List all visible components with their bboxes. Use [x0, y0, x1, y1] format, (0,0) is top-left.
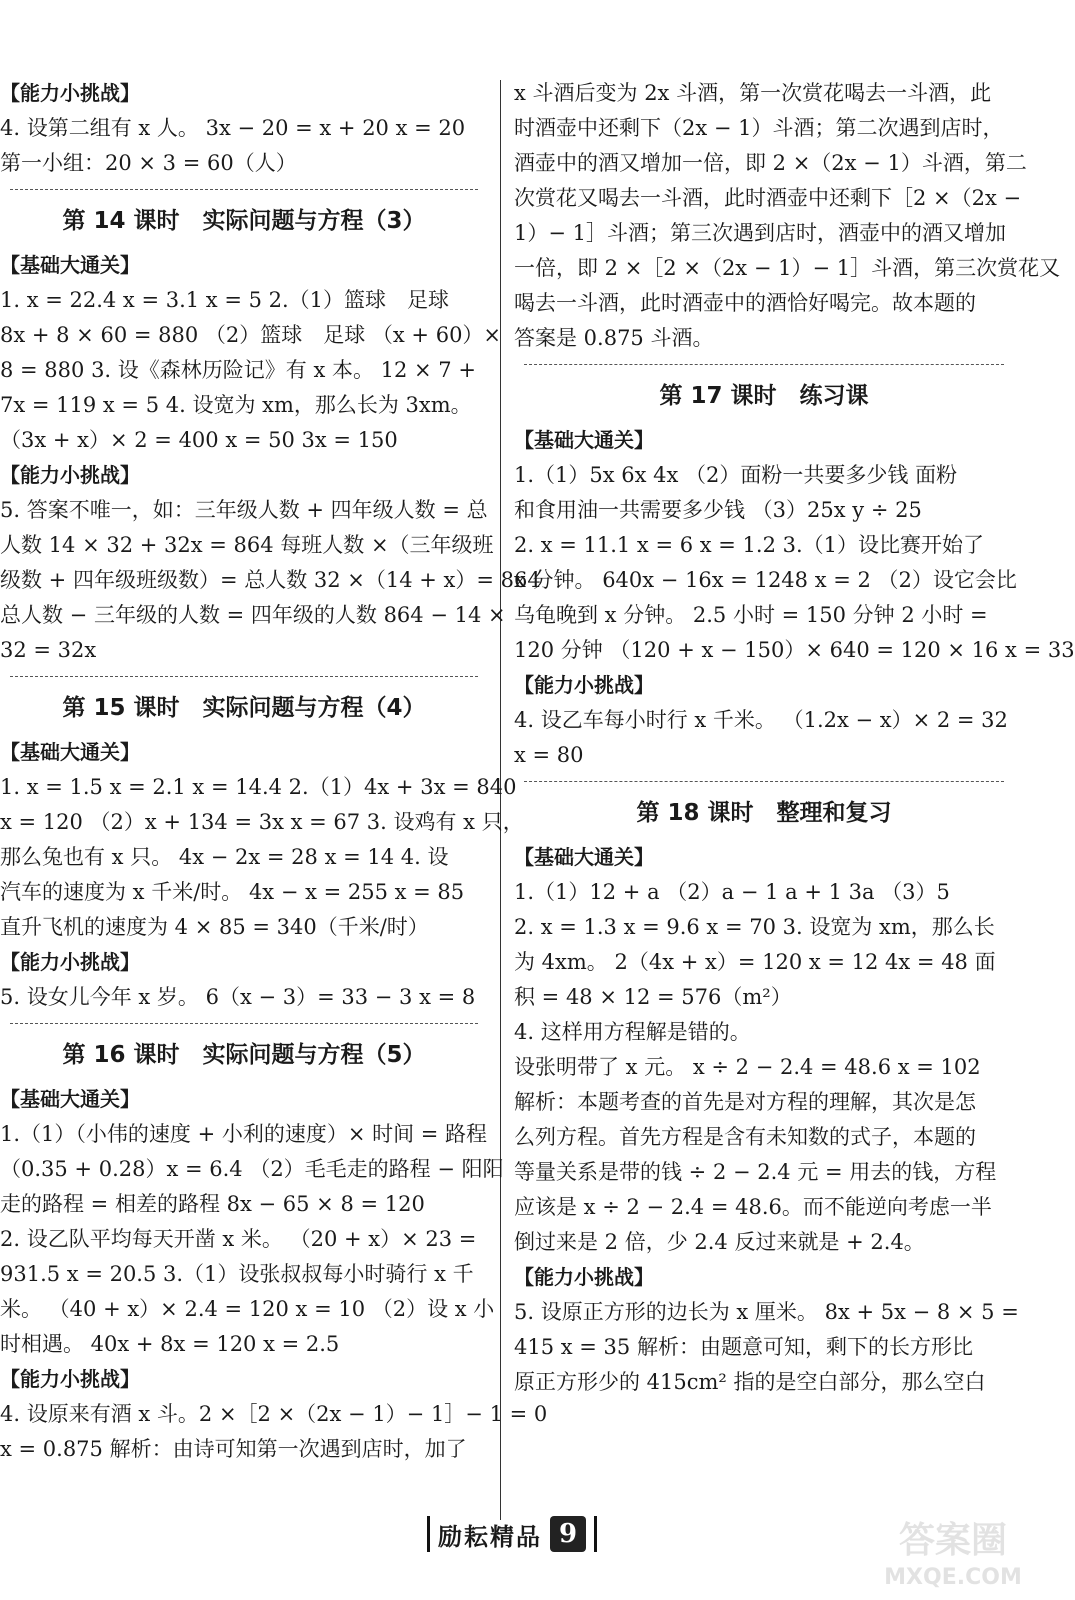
answer-line: 为 4xm。 2（4x + x）= 120 x = 12 4x = 48 面 — [514, 950, 996, 974]
section-label: 【基础大通关】 — [514, 428, 654, 452]
answer-line: 直升飞机的速度为 4 × 85 = 340（千米/时） — [0, 915, 429, 939]
dashed-divider — [524, 781, 1004, 782]
lesson-heading: 第 15 课时 实际问题与方程（4） — [62, 695, 426, 721]
answer-line: 总人数 − 三年级的人数 = 四年级的人数 864 − 14 × — [0, 603, 506, 627]
answer-line: x 分钟。 640x − 16x = 1248 x = 2 （2）设它会比 — [514, 568, 1017, 592]
watermark-url: MXQE.COM — [884, 1565, 1022, 1590]
answer-line: 32 = 32x — [0, 638, 97, 662]
section-label: 【能力小挑战】 — [514, 673, 654, 697]
answer-line: 1.（1）5x 6x 4x （2）面粉一共要多少钱 面粉 — [514, 463, 958, 487]
footer-brand: 励耘精品 — [438, 1522, 542, 1551]
answer-line: （3x + x）× 2 = 400 x = 50 3x = 150 — [0, 428, 398, 452]
answer-line: x 斗酒后变为 2x 斗酒，第一次赏花喝去一斗酒，此 — [514, 81, 992, 105]
section-label: 【基础大通关】 — [0, 740, 140, 764]
answer-line: 7x = 119 x = 5 4. 设宽为 xm，那么长为 3xm。 — [0, 393, 472, 417]
answer-line: x = 80 — [514, 743, 584, 767]
lesson-heading: 第 14 课时 实际问题与方程（3） — [62, 208, 426, 234]
answer-line: 4. 设第二组有 x 人。 3x − 20 = x + 20 x = 20 — [0, 116, 466, 140]
left-column — [0, 76, 548, 1467]
section-label: 【能力小挑战】 — [0, 81, 140, 105]
answer-line: 5. 设女儿今年 x 岁。 6（x − 3）= 33 − 3 x = 8 — [0, 985, 476, 1009]
section-label: 【基础大通关】 — [514, 845, 654, 869]
dashed-divider — [10, 189, 478, 190]
answer-line: 乌龟晚到 x 分钟。 2.5 小时 = 150 分钟 2 小时 = — [514, 603, 988, 627]
lesson-heading: 第 18 课时 整理和复习 — [636, 800, 892, 826]
answer-line: 等量关系是带的钱 ÷ 2 − 2.4 元 = 用去的钱，方程 — [514, 1160, 997, 1184]
answer-line: 4. 设乙车每小时行 x 千米。 （1.2x − x）× 2 = 32 — [514, 708, 1008, 732]
answer-line: 和食用油一共需要多少钱 （3）25x y ÷ 25 — [514, 498, 922, 522]
section-label: 【能力小挑战】 — [0, 1367, 140, 1391]
dashed-divider — [10, 1023, 478, 1024]
section-label: 【基础大通关】 — [0, 1087, 140, 1111]
column-divider — [500, 80, 501, 1520]
answer-line: 2. x = 11.1 x = 6 x = 1.2 3.（1）设比赛开始了 — [514, 533, 985, 557]
lesson-heading: 第 16 课时 实际问题与方程（5） — [62, 1042, 426, 1068]
answer-line: 应该是 x ÷ 2 − 2.4 = 48.6。而不能逆向考虑一半 — [514, 1195, 992, 1219]
answer-line: 解析：本题考查的首先是对方程的理解，其次是怎 — [514, 1090, 976, 1114]
footer-bar-left — [427, 1516, 430, 1552]
answer-line: 汽车的速度为 x 千米/时。 4x − x = 255 x = 85 — [0, 880, 465, 904]
answer-line: 1. x = 22.4 x = 3.1 x = 5 2.（1）篮球 足球 — [0, 288, 450, 312]
lesson-heading: 第 17 课时 练习课 — [659, 383, 869, 409]
answer-line: 那么兔也有 x 只。 4x − 2x = 28 x = 14 4. 设 — [0, 845, 449, 869]
answer-line: x = 120 （2）x + 134 = 3x x = 67 3. 设鸡有 x 只， — [0, 810, 524, 834]
answer-line: 8 = 880 3. 设《森林历险记》有 x 本。 12 × 7 + — [0, 358, 476, 382]
watermark-logo — [868, 1512, 1038, 1592]
answer-line: 4. 设原来有酒 x 斗。2 ×［2 ×（2x − 1）− 1］− 1 = 0 — [0, 1402, 548, 1426]
answer-line: 120 分钟 （120 + x − 150）× 640 = 120 × 16 x = 33 — [514, 638, 1075, 662]
page-footer — [392, 1512, 632, 1556]
answer-line: 2. x = 1.3 x = 9.6 x = 70 3. 设宽为 xm，那么长 — [514, 915, 995, 939]
answer-line: 5. 答案不唯一，如：三年级人数 + 四年级人数 = 总 — [0, 498, 488, 522]
section-label: 【能力小挑战】 — [514, 1265, 654, 1289]
answer-line: 酒壶中的酒又增加一倍，即 2 ×（2x − 1）斗酒，第二 — [514, 151, 1027, 175]
answer-line: x = 0.875 解析：由诗可知第一次遇到店时，加了 — [0, 1437, 467, 1461]
answer-line: 1.（1）12 + a （2）a − 1 a + 1 3a （3）5 — [514, 880, 950, 904]
answer-line: 5. 设原正方形的边长为 x 厘米。 8x + 5x − 8 × 5 = — [514, 1300, 1019, 1324]
answer-line: 倒过来是 2 倍，少 2.4 反过来就是 + 2.4。 — [514, 1230, 925, 1254]
answer-line: 级数 + 四年级班级数）= 总人数 32 ×（14 + x）= 864 — [0, 568, 541, 592]
answer-line: 米。 （40 + x）× 2.4 = 120 x = 10 （2）设 x 小 — [0, 1297, 495, 1321]
watermark-text: 答案圈 — [898, 1520, 1008, 1561]
answer-line: 设张明带了 x 元。 x ÷ 2 − 2.4 = 48.6 x = 102 — [514, 1055, 981, 1079]
answer-line: 原正方形少的 415cm² 指的是空白部分，那么空白 — [514, 1370, 986, 1394]
answer-line: 4. 这样用方程解是错的。 — [514, 1020, 751, 1044]
answer-line: 8x + 8 × 60 = 880 （2）篮球 足球 （x + 60）× — [0, 323, 502, 347]
answer-line: 走的路程 = 相差的路程 8x − 65 × 8 = 120 — [0, 1192, 425, 1216]
answer-line: 喝去一斗酒，此时酒壶中的酒恰好喝完。故本题的 — [514, 291, 976, 315]
answer-line: 积 = 48 × 12 = 576（m²） — [514, 985, 792, 1009]
answer-line: 人数 14 × 32 + 32x = 864 每班人数 ×（三年级班 — [0, 533, 494, 557]
dashed-divider — [524, 364, 1004, 365]
answer-line: （0.35 + 0.28）x = 6.4 （2）毛毛走的路程 − 阳阳 — [0, 1157, 504, 1181]
section-label: 【能力小挑战】 — [0, 950, 140, 974]
page-number: 9 — [550, 1516, 586, 1552]
right-column — [514, 76, 1075, 1400]
dashed-divider — [10, 676, 478, 677]
answer-line: 931.5 x = 20.5 3.（1）设张叔叔每小时骑行 x 千 — [0, 1262, 474, 1286]
answer-line: 答案是 0.875 斗酒。 — [514, 326, 714, 350]
answer-line: 1.（1）（小伟的速度 + 小利的速度）× 时间 = 路程 — [0, 1122, 488, 1146]
answer-line: 1）− 1］斗酒；第三次遇到店时，酒壶中的酒又增加 — [514, 221, 1006, 245]
footer-bar-right — [594, 1516, 597, 1552]
answer-line: 2. 设乙队平均每天开凿 x 米。 （20 + x）× 23 = — [0, 1227, 477, 1251]
answer-line: 415 x = 35 解析：由题意可知，剩下的长方形比 — [514, 1335, 973, 1359]
answer-line: 么列方程。首先方程是含有未知数的式子，本题的 — [514, 1125, 976, 1149]
answer-line: 一倍，即 2 ×［2 ×（2x − 1）− 1］斗酒，第三次赏花又 — [514, 256, 1061, 280]
answer-line: 第一小组：20 × 3 = 60（人） — [0, 151, 297, 175]
answer-line: 时酒壶中还剩下（2x − 1）斗酒；第二次遇到店时， — [514, 116, 1004, 140]
section-label: 【能力小挑战】 — [0, 463, 140, 487]
section-label: 【基础大通关】 — [0, 253, 140, 277]
answer-line: 时相遇。 40x + 8x = 120 x = 2.5 — [0, 1332, 340, 1356]
answer-line: 次赏花又喝去一斗酒，此时酒壶中还剩下［2 ×（2x − — [514, 186, 1022, 210]
answer-line: 1. x = 1.5 x = 2.1 x = 14.4 2.（1）4x + 3x = 840 — [0, 775, 517, 799]
